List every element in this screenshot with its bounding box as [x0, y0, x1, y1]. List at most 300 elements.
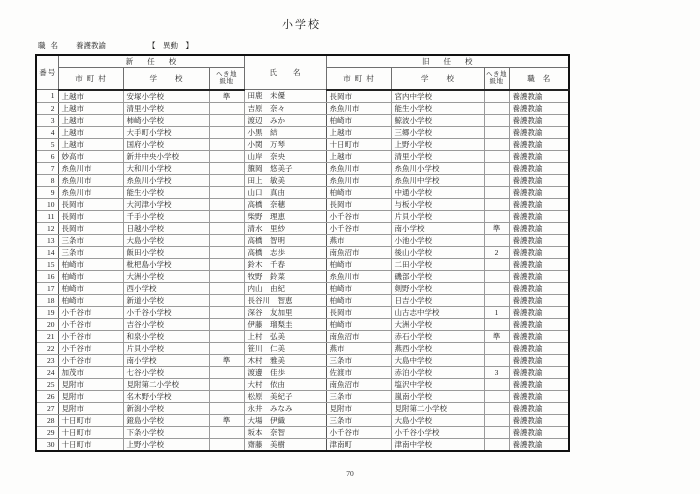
- cell-old-heki-grade: 準: [484, 330, 509, 342]
- cell-old-school: 糸魚川中学校: [391, 174, 484, 186]
- cell-new-heki-grade: [209, 102, 244, 114]
- table-row: [36, 186, 569, 198]
- cell-old-school: 小千谷小学校: [391, 426, 484, 438]
- cell-new-heki-grade: 準: [209, 90, 244, 103]
- header-new-school-group: 新任校: [58, 55, 244, 68]
- table-row: [36, 126, 569, 138]
- cell-new-school: 大洲小学校: [123, 270, 209, 282]
- cell-old-city: 柏崎市: [326, 114, 391, 126]
- cell-old-city: 三条市: [326, 414, 391, 426]
- cell-job-title: 養護教諭: [509, 90, 569, 103]
- table-row: [36, 330, 569, 342]
- cell-old-school: 津南中学校: [391, 438, 484, 451]
- cell-person-name: 松原 美紀子: [244, 390, 326, 402]
- cell-new-heki-grade: [209, 162, 244, 174]
- cell-new-heki-grade: [209, 150, 244, 162]
- table-row: [36, 222, 569, 234]
- table-row: [36, 270, 569, 282]
- cell-old-heki-grade: [484, 174, 509, 186]
- table-row: [36, 282, 569, 294]
- cell-job-title: 養護教諭: [509, 330, 569, 342]
- cell-job-title: 養護教諭: [509, 234, 569, 246]
- cell-person-name: 山口 真由: [244, 186, 326, 198]
- cell-row-number: 28: [36, 414, 58, 426]
- cell-row-number: 5: [36, 138, 58, 150]
- cell-old-city: 糸魚川市: [326, 270, 391, 282]
- cell-old-school: 山古志中学校: [391, 306, 484, 318]
- cell-new-school: 七谷小学校: [123, 366, 209, 378]
- cell-new-school: 日越小学校: [123, 222, 209, 234]
- cell-old-city: 上越市: [326, 126, 391, 138]
- cell-old-city: 佐渡市: [326, 366, 391, 378]
- cell-person-name: 田上 敏美: [244, 174, 326, 186]
- cell-row-number: 4: [36, 126, 58, 138]
- cell-new-heki-grade: [209, 426, 244, 438]
- cell-new-heki-grade: [209, 342, 244, 354]
- cell-new-city: 見附市: [58, 402, 123, 414]
- cell-new-city: 長岡市: [58, 198, 123, 210]
- cell-person-name: 坂本 奈智: [244, 426, 326, 438]
- cell-old-heki-grade: [484, 282, 509, 294]
- cell-old-heki-grade: [484, 294, 509, 306]
- cell-old-city: 柏崎市: [326, 294, 391, 306]
- cell-new-heki-grade: [209, 438, 244, 451]
- cell-new-heki-grade: [209, 366, 244, 378]
- cell-old-heki-grade: [484, 126, 509, 138]
- cell-new-school: 清里小学校: [123, 102, 209, 114]
- cell-job-title: 養護教諭: [509, 210, 569, 222]
- cell-new-city: 糸魚川市: [58, 174, 123, 186]
- cell-new-school: 新井中央小学校: [123, 150, 209, 162]
- cell-new-city: 柏崎市: [58, 282, 123, 294]
- cell-old-city: 小千谷市: [326, 222, 391, 234]
- cell-person-name: 小関 万琴: [244, 138, 326, 150]
- cell-old-school: 嵐南小学校: [391, 390, 484, 402]
- cell-row-number: 27: [36, 402, 58, 414]
- cell-old-school: 三郷小学校: [391, 126, 484, 138]
- cell-new-heki-grade: [209, 114, 244, 126]
- cell-old-heki-grade: [484, 390, 509, 402]
- table-row: [36, 438, 569, 451]
- cell-old-school: 与板小学校: [391, 198, 484, 210]
- cell-old-heki-grade: [484, 414, 509, 426]
- page-title: 小学校: [282, 19, 321, 31]
- table-row: [36, 402, 569, 414]
- cell-new-heki-grade: [209, 318, 244, 330]
- cell-new-school: 大手町小学校: [123, 126, 209, 138]
- cell-old-city: 糸魚川市: [326, 174, 391, 186]
- cell-row-number: 30: [36, 438, 58, 451]
- cell-person-name: 永井 みなみ: [244, 402, 326, 414]
- table-row: [36, 210, 569, 222]
- cell-person-name: 渡辺 みか: [244, 114, 326, 126]
- cell-new-heki-grade: 準: [209, 354, 244, 366]
- cell-new-heki-grade: [209, 186, 244, 198]
- cell-job-title: 養護教諭: [509, 138, 569, 150]
- cell-old-heki-grade: 1: [484, 306, 509, 318]
- cell-new-city: 柏崎市: [58, 294, 123, 306]
- cell-old-city: 上越市: [326, 150, 391, 162]
- cell-old-school: 日吉小学校: [391, 294, 484, 306]
- table-row: [36, 174, 569, 186]
- cell-new-school: 下条小学校: [123, 426, 209, 438]
- cell-row-number: 11: [36, 210, 58, 222]
- cell-person-name: 内山 由紀: [244, 282, 326, 294]
- cell-job-title: 養護教諭: [509, 222, 569, 234]
- header-old-school-group: 旧任校: [326, 55, 569, 68]
- cell-old-heki-grade: [484, 378, 509, 390]
- cell-job-title: 養護教諭: [509, 426, 569, 438]
- cell-row-number: 21: [36, 330, 58, 342]
- cell-job-title: 養護教諭: [509, 282, 569, 294]
- cell-old-city: 柏崎市: [326, 258, 391, 270]
- cell-new-heki-grade: [209, 174, 244, 186]
- transfer-type-label: 【 異動 】: [148, 41, 193, 50]
- cell-row-number: 15: [36, 258, 58, 270]
- cell-job-title: 養護教諭: [509, 270, 569, 282]
- cell-old-school: 燕西小学校: [391, 342, 484, 354]
- cell-person-name: 木村 雅美: [244, 354, 326, 366]
- cell-old-school: 南小学校: [391, 222, 484, 234]
- cell-old-heki-grade: [484, 186, 509, 198]
- cell-job-title: 養護教諭: [509, 162, 569, 174]
- cell-old-school: 片貝小学校: [391, 210, 484, 222]
- cell-person-name: 小黒 結: [244, 126, 326, 138]
- cell-old-city: 燕市: [326, 342, 391, 354]
- cell-new-heki-grade: [209, 306, 244, 318]
- cell-job-title: 養護教諭: [509, 390, 569, 402]
- cell-new-city: 糸魚川市: [58, 162, 123, 174]
- cell-new-city: 長岡市: [58, 210, 123, 222]
- cell-old-heki-grade: [484, 198, 509, 210]
- cell-new-city: 妙高市: [58, 150, 123, 162]
- cell-new-city: 十日町市: [58, 438, 123, 451]
- cell-row-number: 12: [36, 222, 58, 234]
- cell-new-city: 十日町市: [58, 414, 123, 426]
- cell-job-title: 養護教諭: [509, 438, 569, 451]
- cell-new-heki-grade: [209, 138, 244, 150]
- cell-row-number: 8: [36, 174, 58, 186]
- table-row: [36, 150, 569, 162]
- cell-row-number: 18: [36, 294, 58, 306]
- cell-new-school: 千手小学校: [123, 210, 209, 222]
- table-row: [36, 294, 569, 306]
- cell-old-school: 後山小学校: [391, 246, 484, 258]
- cell-row-number: 13: [36, 234, 58, 246]
- cell-old-city: 南魚沼市: [326, 378, 391, 390]
- cell-new-heki-grade: [209, 234, 244, 246]
- cell-old-heki-grade: [484, 102, 509, 114]
- cell-person-name: 伊藤 瑠梨圭: [244, 318, 326, 330]
- cell-old-city: 柏崎市: [326, 282, 391, 294]
- cell-old-city: 燕市: [326, 234, 391, 246]
- cell-row-number: 1: [36, 90, 58, 103]
- cell-row-number: 23: [36, 354, 58, 366]
- cell-new-city: 小千谷市: [58, 354, 123, 366]
- table-row: [36, 306, 569, 318]
- cell-person-name: 長谷川 智恵: [244, 294, 326, 306]
- table-row: [36, 342, 569, 354]
- cell-old-city: 柏崎市: [326, 186, 391, 198]
- cell-new-heki-grade: [209, 126, 244, 138]
- cell-old-heki-grade: [484, 210, 509, 222]
- cell-new-heki-grade: [209, 282, 244, 294]
- cell-old-city: 見附市: [326, 402, 391, 414]
- cell-row-number: 9: [36, 186, 58, 198]
- header-no: 番号: [36, 55, 58, 90]
- table-row: [36, 162, 569, 174]
- job-title-value: 養護教諭: [76, 41, 106, 50]
- table-row: [36, 414, 569, 426]
- cell-job-title: 養護教諭: [509, 378, 569, 390]
- cell-job-title: 養護教諭: [509, 126, 569, 138]
- cell-old-city: 糸魚川市: [326, 102, 391, 114]
- cell-row-number: 14: [36, 246, 58, 258]
- cell-new-school: 大島小学校: [123, 234, 209, 246]
- cell-new-heki-grade: 準: [209, 414, 244, 426]
- cell-new-heki-grade: [209, 390, 244, 402]
- table-row: [36, 354, 569, 366]
- cell-person-name: 清水 里紗: [244, 222, 326, 234]
- header-new-heki: [209, 68, 244, 90]
- cell-new-city: 上越市: [58, 126, 123, 138]
- cell-new-school: 新道小学校: [123, 294, 209, 306]
- cell-old-city: 三条市: [326, 390, 391, 402]
- cell-old-school: 剣野小学校: [391, 282, 484, 294]
- cell-person-name: 柴野 理恵: [244, 210, 326, 222]
- cell-old-heki-grade: [484, 150, 509, 162]
- cell-person-name: 牧野 鈴菜: [244, 270, 326, 282]
- cell-row-number: 24: [36, 366, 58, 378]
- cell-job-title: 養護教諭: [509, 174, 569, 186]
- cell-person-name: 籏岡 悠美子: [244, 162, 326, 174]
- cell-person-name: 渡邊 佳歩: [244, 366, 326, 378]
- cell-new-city: 小千谷市: [58, 342, 123, 354]
- cell-job-title: 養護教諭: [509, 294, 569, 306]
- header-new-heki-label: へき地級地: [216, 70, 237, 86]
- cell-job-title: 養護教諭: [509, 246, 569, 258]
- cell-old-heki-grade: [484, 426, 509, 438]
- page-number: 70: [346, 469, 354, 478]
- cell-old-city: 長岡市: [326, 90, 391, 103]
- table-row: [36, 102, 569, 114]
- cell-old-heki-grade: [484, 354, 509, 366]
- cell-new-city: 小千谷市: [58, 318, 123, 330]
- cell-new-school: 吉谷小学校: [123, 318, 209, 330]
- cell-old-school: 小池小学校: [391, 234, 484, 246]
- cell-old-city: 十日町市: [326, 138, 391, 150]
- cell-person-name: 大場 伊織: [244, 414, 326, 426]
- table-row: [36, 138, 569, 150]
- header-old-city: 市町村: [326, 68, 391, 90]
- cell-old-city: 糸魚川市: [326, 162, 391, 174]
- cell-job-title: 養護教諭: [509, 414, 569, 426]
- cell-new-school: 飯田小学校: [123, 246, 209, 258]
- table-row: [36, 366, 569, 378]
- cell-old-school: 能生小学校: [391, 102, 484, 114]
- cell-new-city: 上越市: [58, 102, 123, 114]
- cell-old-school: 赤石小学校: [391, 330, 484, 342]
- cell-row-number: 25: [36, 378, 58, 390]
- cell-new-school: 小千谷小学校: [123, 306, 209, 318]
- header-new-school: 学校: [123, 68, 209, 90]
- cell-new-heki-grade: [209, 402, 244, 414]
- table-row: [36, 246, 569, 258]
- cell-person-name: 田鹿 未優: [244, 90, 326, 103]
- cell-new-school: 上野小学校: [123, 438, 209, 451]
- cell-new-school: 大河津小学校: [123, 198, 209, 210]
- cell-row-number: 20: [36, 318, 58, 330]
- cell-new-heki-grade: [209, 330, 244, 342]
- cell-job-title: 養護教諭: [509, 366, 569, 378]
- cell-new-heki-grade: [209, 294, 244, 306]
- cell-new-school: 和泉小学校: [123, 330, 209, 342]
- cell-new-school: 名木野小学校: [123, 390, 209, 402]
- cell-new-heki-grade: [209, 246, 244, 258]
- cell-new-city: 長岡市: [58, 222, 123, 234]
- cell-new-city: 上越市: [58, 90, 123, 103]
- header-old-school: 学校: [391, 68, 484, 90]
- cell-person-name: 高橋 奈穂: [244, 198, 326, 210]
- cell-new-school: 鐙島小学校: [123, 414, 209, 426]
- cell-old-heki-grade: [484, 114, 509, 126]
- cell-job-title: 養護教諭: [509, 318, 569, 330]
- cell-old-heki-grade: [484, 402, 509, 414]
- cell-new-school: 国府小学校: [123, 138, 209, 150]
- cell-old-city: 柏崎市: [326, 318, 391, 330]
- cell-new-heki-grade: [209, 198, 244, 210]
- table-row: [36, 90, 569, 103]
- cell-new-school: 大和川小学校: [123, 162, 209, 174]
- cell-old-city: 長岡市: [326, 198, 391, 210]
- cell-row-number: 2: [36, 102, 58, 114]
- cell-person-name: 上村 弘美: [244, 330, 326, 342]
- cell-job-title: 養護教諭: [509, 150, 569, 162]
- table-row: [36, 378, 569, 390]
- table-row: [36, 114, 569, 126]
- cell-person-name: 高橋 志歩: [244, 246, 326, 258]
- cell-old-school: 清里小学校: [391, 150, 484, 162]
- table-body: [36, 90, 569, 451]
- cell-row-number: 10: [36, 198, 58, 210]
- cell-old-school: 中通小学校: [391, 186, 484, 198]
- cell-row-number: 3: [36, 114, 58, 126]
- cell-new-city: 上越市: [58, 138, 123, 150]
- cell-new-city: 小千谷市: [58, 330, 123, 342]
- cell-old-heki-grade: [484, 90, 509, 103]
- cell-new-city: 見附市: [58, 378, 123, 390]
- cell-old-heki-grade: [484, 318, 509, 330]
- cell-old-heki-grade: [484, 258, 509, 270]
- cell-new-school: 安塚小学校: [123, 90, 209, 103]
- cell-old-heki-grade: [484, 162, 509, 174]
- cell-new-school: 南小学校: [123, 354, 209, 366]
- cell-row-number: 16: [36, 270, 58, 282]
- cell-job-title: 養護教諭: [509, 198, 569, 210]
- job-title-label: 職名: [38, 41, 63, 50]
- cell-new-city: 加茂市: [58, 366, 123, 378]
- cell-old-heki-grade: [484, 342, 509, 354]
- cell-job-title: 養護教諭: [509, 114, 569, 126]
- transfer-table: [35, 54, 570, 452]
- cell-new-school: 見附第二小学校: [123, 378, 209, 390]
- cell-old-school: 鯨波小学校: [391, 114, 484, 126]
- header-group-row: [36, 55, 569, 68]
- cell-old-school: 磯部小学校: [391, 270, 484, 282]
- header-old-heki: [484, 68, 509, 90]
- cell-old-school: 大島小学校: [391, 414, 484, 426]
- cell-old-heki-grade: 準: [484, 222, 509, 234]
- cell-old-school: 塩沢中学校: [391, 378, 484, 390]
- header-old-title: 職名: [509, 68, 569, 90]
- cell-new-city: 見附市: [58, 390, 123, 402]
- cell-new-city: 柏崎市: [58, 270, 123, 282]
- cell-old-heki-grade: [484, 138, 509, 150]
- cell-row-number: 7: [36, 162, 58, 174]
- cell-job-title: 養護教諭: [509, 342, 569, 354]
- cell-old-city: 小千谷市: [326, 426, 391, 438]
- table-row: [36, 234, 569, 246]
- cell-old-heki-grade: 3: [484, 366, 509, 378]
- cell-new-city: 十日町市: [58, 426, 123, 438]
- cell-old-school: 上野小学校: [391, 138, 484, 150]
- table-row: [36, 318, 569, 330]
- cell-row-number: 22: [36, 342, 58, 354]
- cell-new-school: 柿崎小学校: [123, 114, 209, 126]
- table-row: [36, 426, 569, 438]
- cell-old-school: 二田小学校: [391, 258, 484, 270]
- cell-new-city: 上越市: [58, 114, 123, 126]
- header-name: 氏名: [244, 55, 326, 90]
- cell-old-heki-grade: [484, 234, 509, 246]
- cell-new-heki-grade: [209, 258, 244, 270]
- cell-person-name: 高橋 智明: [244, 234, 326, 246]
- cell-new-school: 能生小学校: [123, 186, 209, 198]
- cell-person-name: 深谷 友加里: [244, 306, 326, 318]
- cell-old-school: 大島中学校: [391, 354, 484, 366]
- cell-old-school: 見附第二小学校: [391, 402, 484, 414]
- cell-new-city: 三条市: [58, 246, 123, 258]
- cell-old-school: 大洲小学校: [391, 318, 484, 330]
- cell-new-school: 枇杷島小学校: [123, 258, 209, 270]
- cell-job-title: 養護教諭: [509, 258, 569, 270]
- cell-job-title: 養護教諭: [509, 402, 569, 414]
- cell-person-name: 齋藤 美樹: [244, 438, 326, 451]
- cell-old-heki-grade: 2: [484, 246, 509, 258]
- header-new-city: 市町村: [58, 68, 123, 90]
- cell-person-name: 山岸 奈央: [244, 150, 326, 162]
- cell-old-city: 津南町: [326, 438, 391, 451]
- header-old-heki-label: へき地級地: [486, 70, 507, 86]
- cell-job-title: 養護教諭: [509, 354, 569, 366]
- cell-old-city: 小千谷市: [326, 210, 391, 222]
- cell-row-number: 26: [36, 390, 58, 402]
- cell-person-name: 吉原 奈々: [244, 102, 326, 114]
- cell-old-school: 糸魚川小学校: [391, 162, 484, 174]
- cell-old-heki-grade: [484, 438, 509, 451]
- cell-new-heki-grade: [209, 210, 244, 222]
- cell-old-city: 南魚沼市: [326, 330, 391, 342]
- cell-new-school: 新潟小学校: [123, 402, 209, 414]
- cell-row-number: 6: [36, 150, 58, 162]
- cell-row-number: 29: [36, 426, 58, 438]
- table-row: [36, 198, 569, 210]
- cell-new-heki-grade: [209, 270, 244, 282]
- cell-new-city: 糸魚川市: [58, 186, 123, 198]
- cell-new-school: 西小学校: [123, 282, 209, 294]
- cell-job-title: 養護教諭: [509, 306, 569, 318]
- table-header: [36, 55, 569, 90]
